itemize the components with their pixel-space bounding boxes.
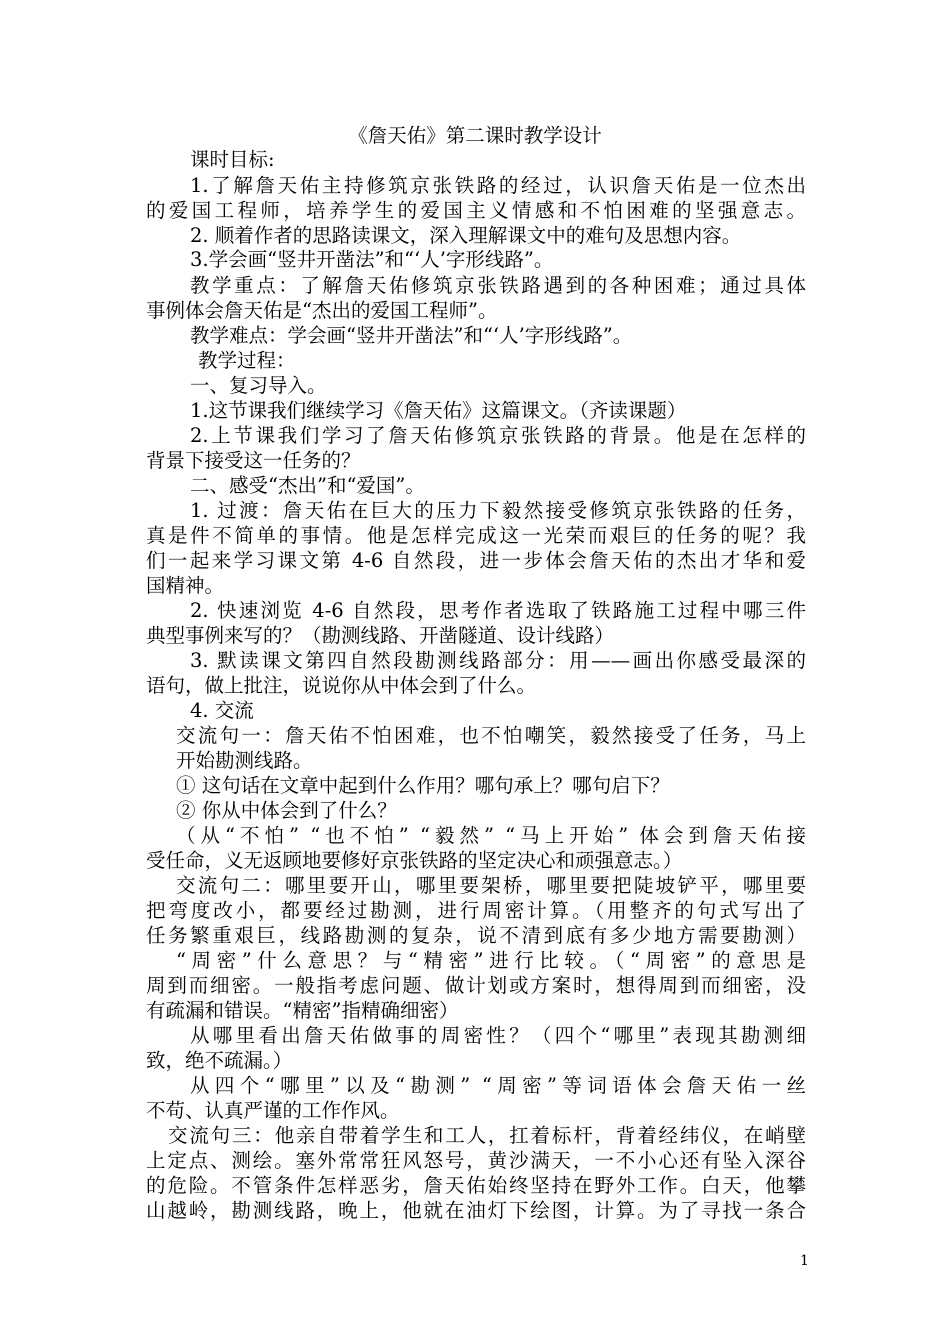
text-line: 交流句三：他亲自带着学生和工人，扛着标杆，背着经纬仪，在峭壁 — [168, 1124, 806, 1147]
text-line: 3. 默读课文第四自然段勘测线路部分：用——画出你感受最深的 — [190, 649, 806, 672]
text-line: 教学难点：学会画“竖井开凿法”和“‘人’字形线路”。 — [190, 324, 633, 347]
text-line: ① 这句话在文章中起到什么作用？哪句承上？哪句启下？ — [176, 774, 670, 797]
text-line: 交流句一：詹天佑不怕困难，也不怕嘲笑，毅然接受了任务，马上 — [176, 724, 806, 747]
text-line: 3.学会画“竖井开凿法”和“‘人’字形线路”。 — [190, 248, 554, 271]
text-line: 语句，做上批注，说说你从中体会到了什么。 — [146, 674, 537, 697]
page-number: 1 — [800, 1253, 809, 1269]
text-line: 2. 顺着作者的思路读课文，深入理解课文中的难句及思想内容。 — [190, 224, 742, 247]
text-line: 1. 过渡：詹天佑在巨大的压力下毅然接受修筑京张铁路的任务， — [190, 499, 806, 522]
text-line: 教学过程： — [198, 349, 296, 372]
text-line: 一、复习导入。 — [190, 374, 327, 397]
text-line: 事例体会詹天佑是“杰出的爱国工程师”。 — [146, 299, 498, 322]
text-line: 国精神。 — [146, 574, 225, 597]
text-line: 2.上节课我们学习了詹天佑修筑京张铁路的背景。他是在怎样的 — [190, 424, 806, 447]
text-line: 真是件不简单的事情。他是怎样完成这一光荣而艰巨的任务的呢？我 — [146, 524, 806, 547]
text-line: 的爱国工程师，培养学生的爱国主义情感和不怕困难的坚强意志。 — [146, 199, 806, 222]
text-line: 受任命，义无返顾地要修好京张铁路的坚定决心和顽强意志。） — [146, 849, 683, 872]
text-line: 开始勘测线路。 — [176, 749, 313, 772]
text-line: ② 你从中体会到了什么？ — [176, 799, 397, 822]
text-line: “周密”什么意思？与“精密”进行比较。（“周密”的意思是 — [176, 949, 806, 972]
text-line: 上定点、测绘。塞外常常狂风怒号，黄沙满天，一不小心还有坠入深谷 — [146, 1149, 806, 1172]
text-line: 2. 快速浏览 4-6 自然段，思考作者选取了铁路施工过程中哪三件 — [190, 599, 806, 622]
text-line: 的危险。不管条件怎样恶劣，詹天佑始终坚持在野外工作。白天，他攀 — [146, 1174, 806, 1197]
text-line: 1.了解詹天佑主持修筑京张铁路的经过，认识詹天佑是一位杰出 — [190, 174, 806, 197]
text-line: 1.这节课我们继续学习《詹天佑》这篇课文。（齐读课题） — [190, 399, 687, 422]
text-line: 致，绝不疏漏。） — [146, 1049, 293, 1072]
text-line: 们一起来学习课文第 4-6 自然段，进一步体会詹天佑的杰出才华和爱 — [146, 549, 806, 572]
text-line: 教学重点：了解詹天佑修筑京张铁路遇到的各种困难；通过具体 — [190, 274, 806, 297]
text-line: 山越岭，勘测线路，晚上，他就在油灯下绘图，计算。为了寻找一条合 — [146, 1199, 806, 1222]
text-line: 不苟、认真严谨的工作作风。 — [146, 1099, 400, 1122]
text-line: 典型事例来写的？（勘测线路、开凿隧道、设计线路） — [146, 624, 615, 647]
text-line: 课时目标: — [190, 148, 275, 171]
text-line: 二、感受“杰出”和“爱国”。 — [190, 474, 425, 497]
text-line: 任务繁重艰巨，线路勘测的复杂，说不清到底有多少地方需要勘测） — [146, 924, 806, 947]
document-title: 《詹天佑》第二课时教学设计 — [348, 124, 602, 147]
text-line: 有疏漏和错误。“精密”指精确细密） — [146, 999, 459, 1022]
text-line: 把弯度改小，都要经过勘测，进行周密计算。（用整齐的句式写出了 — [146, 899, 806, 922]
text-line: 背景下接受这一任务的？ — [146, 449, 361, 472]
text-line: （从“不怕” “也不怕” “毅然” “马上开始” 体会到詹天佑接 — [176, 824, 806, 847]
text-line: 从四个“哪里”以及“勘测” “周密”等词语体会詹天佑一丝 — [190, 1074, 806, 1097]
text-line: 从哪里看出詹天佑做事的周密性？（四个“哪里”表现其勘测细 — [190, 1024, 806, 1047]
text-line: 4. 交流 — [190, 699, 254, 722]
text-line: 交流句二：哪里要开山，哪里要架桥，哪里要把陡坡铲平，哪里要 — [176, 874, 806, 897]
text-line: 周到而细密。一般指考虑问题、做计划或方案时，想得周到而细密，没 — [146, 974, 806, 997]
